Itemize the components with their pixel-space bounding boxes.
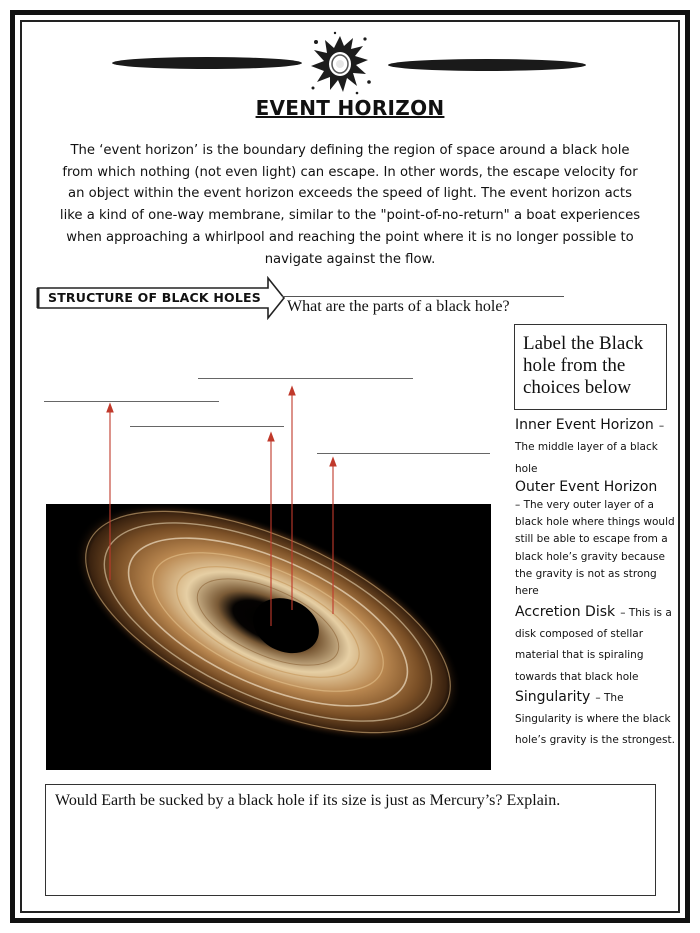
label-blank-4[interactable] xyxy=(317,453,490,454)
choice-item xyxy=(515,601,675,686)
decorative-brush-stroke-right xyxy=(388,59,586,71)
explain-question: Would Earth be sucked by a black hole if its size is just as Mercury’s? Explain. xyxy=(55,792,561,809)
question-underline xyxy=(282,296,564,297)
choices-list xyxy=(515,414,675,750)
choice-term: Inner Event Horizon xyxy=(515,417,654,433)
section-question: What are the parts of a black hole? xyxy=(287,298,510,315)
choice-description: – The Singularity is where the black hole’s gravity is the strongest. xyxy=(515,691,675,747)
intro-paragraph: The ‘event horizon’ is the boundary defining the region of space around a black hole from which nothing (not even light) can escape. In other words, the escape velocity for an object within the event horizon exceeds the speed of light. The event horizon acts like a kind of one-way membrane, similar to the "point-of-no-return" a boat experiences when approaching a whirlpool and reaching the point where it is no longer possible to navigate against the flow. xyxy=(59,143,641,267)
instruction-box xyxy=(514,324,667,410)
label-blank-1[interactable] xyxy=(44,401,219,402)
choice-term: Outer Event Horizon xyxy=(515,478,658,495)
section-heading: STRUCTURE OF BLACK HOLES xyxy=(48,290,261,305)
instruction-text: Label the Black hole from the choices below xyxy=(523,333,644,398)
label-blank-3[interactable] xyxy=(130,426,284,427)
choice-description: – The very outer layer of a black hole where things would still be able to escape from a black hole’s gravity because the gravity is not as strong here xyxy=(515,498,675,598)
choice-term: Singularity xyxy=(515,688,591,705)
choice-description: – This is a disk composed of stellar material that is spiraling towards that black hole xyxy=(515,606,672,683)
label-blank-2[interactable] xyxy=(198,378,413,379)
decorative-brush-stroke-left xyxy=(112,57,302,69)
page-title: EVENT HORIZON xyxy=(255,96,445,120)
black-hole-splat-icon xyxy=(305,30,375,98)
choice-item xyxy=(515,686,675,750)
choice-term: Accretion Disk xyxy=(515,603,616,620)
choice-item xyxy=(515,478,675,601)
choice-item xyxy=(515,414,675,478)
choice-description: – The middle layer of a black hole xyxy=(515,420,665,475)
black-hole-accretion-disk-image xyxy=(46,504,491,770)
